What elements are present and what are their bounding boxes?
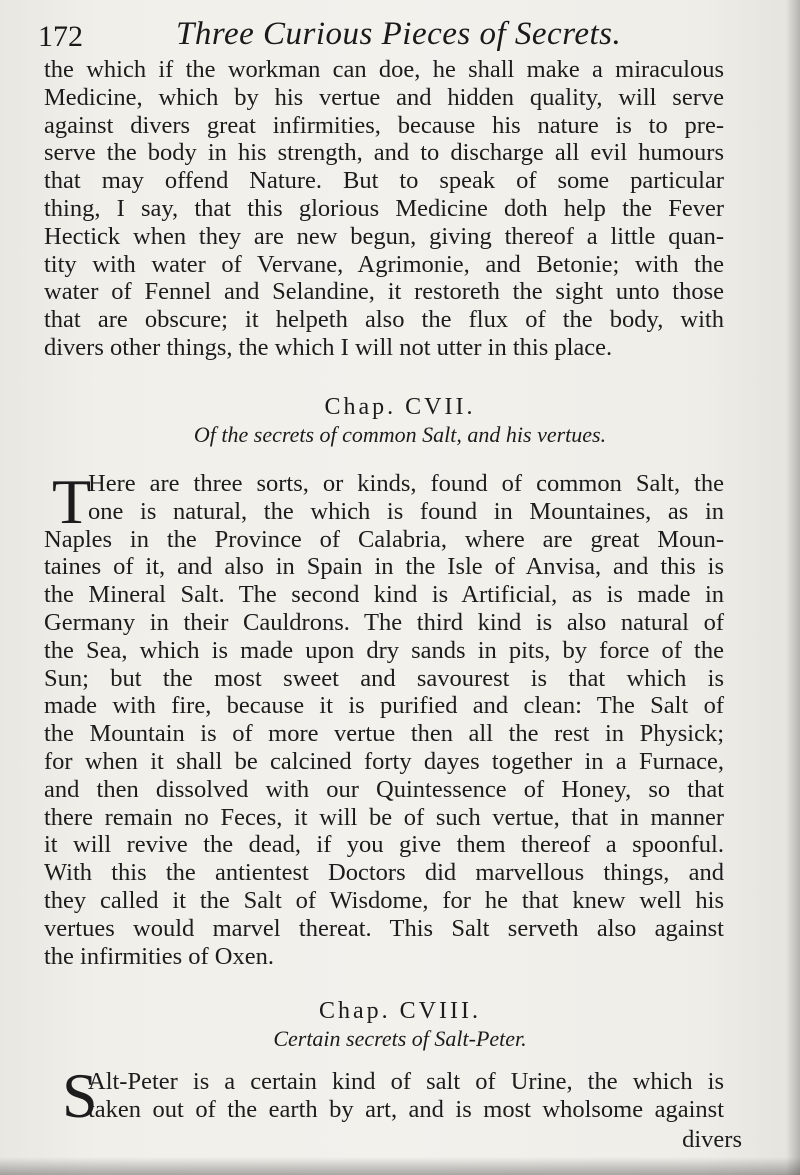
text-line: the Mineral Salt. The second kind is Artificial, as is made in — [44, 581, 724, 609]
text-line: it will revive the dead, if you give them thereof a spoonful. — [44, 831, 724, 859]
text-line: they called it the Salt of Wisdome, for he that knew well his — [44, 886, 724, 914]
chapter-subtitle: Certain secrets of Salt-Peter. — [273, 1026, 527, 1051]
running-head: Three Curious Pieces of Secrets. — [176, 16, 622, 52]
text-line: and then dissolved with our Quintessence of Honey, so that — [44, 775, 724, 803]
drop-cap: S — [62, 1060, 98, 1131]
chapter-title: Chap. CVII. — [324, 394, 476, 420]
text-line: thing, I say, that this glorious Medicine doth help the Fever — [44, 194, 724, 222]
text-line: the Mountain is of more vertue then all the rest in Physick; — [44, 720, 724, 748]
text-line: Germany in their Cauldrons. The third kind is also natural of — [44, 608, 724, 636]
chapter-subtitle: Of the secrets of common Salt, and his vertues. — [193, 422, 607, 447]
text-line: water of Fennel and Selandine, it restoreth the sight unto those — [44, 278, 724, 306]
text-line: made with fire, because it is purified and clean: The Salt of — [44, 692, 724, 720]
text-line: taken out of the earth by art, and is most wholsome against — [88, 1095, 724, 1123]
text-line: the Sea, which is made upon dry sands in pits, by force of the — [44, 636, 724, 664]
catchword: divers — [682, 1126, 742, 1153]
opening-paragraph — [44, 56, 724, 362]
text-line: the which if the workman can doe, he shall make a miraculous — [44, 56, 724, 83]
text-line: taines of it, and also in Spain in the Isle of Anvisa, and this is — [44, 553, 724, 581]
page-header — [38, 14, 760, 54]
text-line: the infirmities of Oxen. — [44, 942, 274, 970]
page-number: 172 — [38, 20, 83, 53]
text-line: Sun; but the most sweet and savourest is that which is — [44, 664, 724, 692]
text-line: Alt-Peter is a certain kind of salt of Urine, the which is — [88, 1068, 724, 1095]
text-line: Here are three sorts, or kinds, found of common Salt, the — [88, 470, 724, 497]
text-line: serve the body in his strength, and to discharge all evil humours — [44, 139, 724, 167]
page-edge-shadow — [0, 1157, 800, 1175]
chapter-paragraph — [44, 466, 724, 970]
drop-cap: T — [52, 466, 92, 537]
chapter-paragraph — [44, 1068, 724, 1124]
text-line: against divers great infirmities, because his nature is to pre- — [44, 111, 724, 139]
text-line: there remain no Feces, it will be of such vertue, that in manner — [44, 803, 724, 831]
text-line: Medicine, which by his vertue and hidden quality, will serve — [44, 83, 724, 111]
text-line: that may offend Nature. But to speak of some particular — [44, 167, 724, 195]
text-line: vertues would marvel thereat. This Salt serveth also against — [44, 914, 724, 942]
chapter-title: Chap. CVIII. — [319, 998, 481, 1024]
text-line: that are obscure; it helpeth also the flux of the body, with — [44, 306, 724, 334]
text-line: tity with water of Vervane, Agrimonie, and Betonie; with the — [44, 250, 724, 278]
text-line: Naples in the Province of Calabria, where are great Moun- — [44, 525, 724, 553]
text-line: for when it shall be calcined forty dayes together in a Furnace, — [44, 747, 724, 775]
text-line: With this the antientest Doctors did marvellous things, and — [44, 859, 724, 887]
text-line: divers other things, the which I will not utter in this place. — [44, 333, 613, 361]
text-line: one is natural, the which is found in Mountaines, as in — [88, 497, 724, 525]
text-line: Hectick when they are new begun, giving thereof a little quan- — [44, 222, 724, 250]
